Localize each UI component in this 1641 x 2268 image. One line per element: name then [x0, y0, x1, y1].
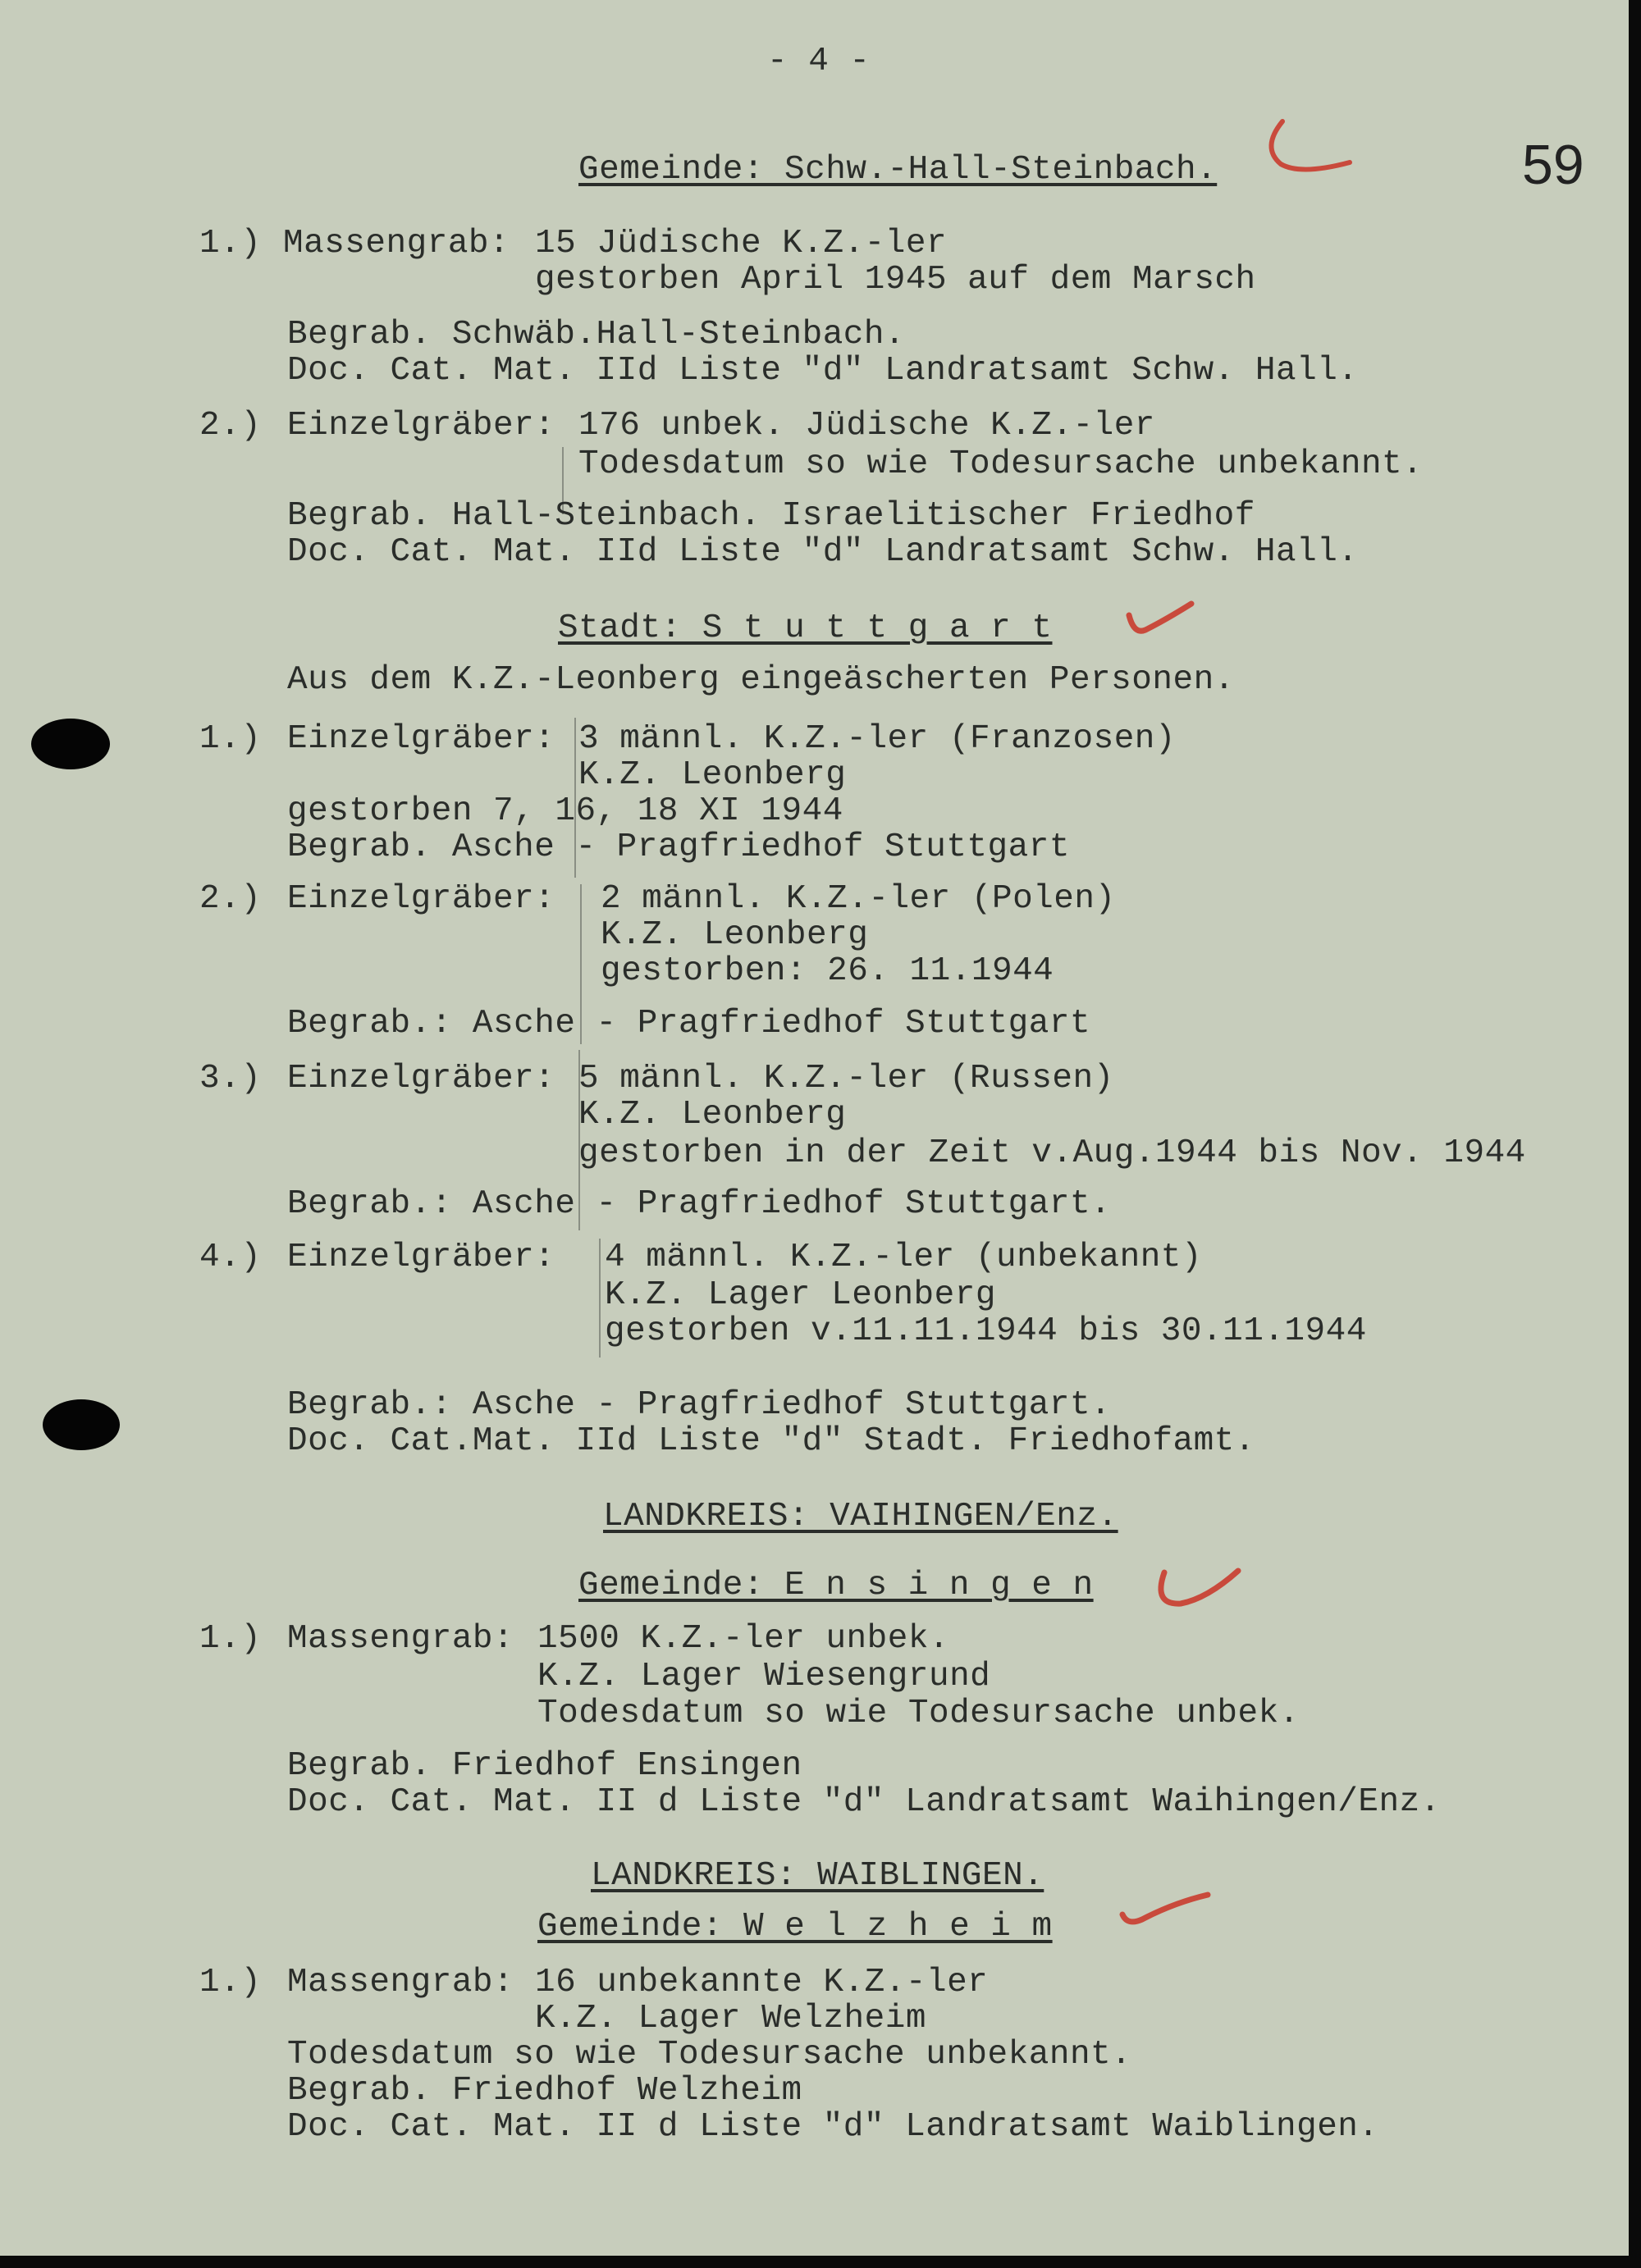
entry-line: 4 männl. K.Z.-ler (unbekannt) — [605, 1239, 1203, 1276]
entry-line: K.Z. Lager Leonberg — [605, 1276, 996, 1314]
entry-line: Todesdatum so wie Todesursache unbek. — [537, 1695, 1300, 1732]
landkreis-heading: LANDKREIS: WAIBLINGEN. — [591, 1857, 1044, 1895]
burial-line: Begrab. Asche - Pragfriedhof Stuttgart — [287, 828, 1070, 866]
entry-line: K.Z. Leonberg — [601, 916, 869, 954]
entry-line: gestorben in der Zeit v.Aug.1944 bis Nov. 1944 — [578, 1134, 1526, 1172]
entry-number: 1.) — [199, 1620, 262, 1658]
grave-type: Einzelgräber: — [287, 880, 555, 918]
document-reference: Doc. Cat. Mat. IId Liste "d" Landratsamt Schw. Hall. — [287, 352, 1359, 390]
burial-line: Begrab. Friedhof Welzheim — [287, 2072, 802, 2110]
entry-line: 2 männl. K.Z.-ler (Polen) — [601, 880, 1116, 918]
section-heading: Gemeinde: Schw.-Hall-Steinbach. — [578, 151, 1218, 189]
grave-type: Einzelgräber: — [287, 1239, 555, 1276]
check-mark-icon — [1153, 1561, 1243, 1615]
entry-number: 1.) — [199, 1964, 262, 2001]
document-reference: Doc. Cat. Mat. II d Liste "d" Landratsamt Waihingen/Enz. — [287, 1783, 1441, 1821]
burial-line: Begrab. Hall-Steinbach. Israelitischer Friedhof — [287, 497, 1255, 535]
grave-type: Massengrab: — [287, 1964, 514, 2001]
burial-line: Begrab.: Asche - Pragfriedhof Stuttgart. — [287, 1386, 1112, 1424]
grave-type: Einzelgräber: — [287, 407, 555, 445]
section-intro: Aus dem K.Z.-Leonberg eingeäscherten Personen. — [287, 661, 1235, 699]
entry-line: 5 männl. K.Z.-ler (Russen) — [578, 1060, 1114, 1097]
entry-line: K.Z. Leonberg — [578, 756, 847, 794]
grave-type: Einzelgräber: — [287, 720, 555, 758]
entry-line: gestorben April 1945 auf dem Marsch — [535, 261, 1256, 299]
entry-line: 15 Jüdische K.Z.-ler — [535, 225, 948, 262]
entry-line: gestorben: 26. 11.1944 — [601, 952, 1054, 990]
burial-line: Begrab.: Asche - Pragfriedhof Stuttgart — [287, 1005, 1091, 1043]
entry-number: 4.) — [199, 1239, 262, 1276]
archive-page-number: 59 — [1522, 134, 1584, 196]
document-reference: Doc. Cat.Mat. IId Liste "d" Stadt. Friedhofamt. — [287, 1422, 1255, 1460]
punch-hole — [31, 719, 110, 769]
burial-line: Begrab.: Asche - Pragfriedhof Stuttgart. — [287, 1185, 1112, 1223]
entry-number: 2.) — [199, 407, 262, 445]
check-mark-icon — [1124, 597, 1198, 646]
entry-number: 1.) — [199, 225, 262, 262]
entry-line: gestorben v.11.11.1944 bis 30.11.1944 — [605, 1312, 1367, 1350]
document-reference: Doc. Cat. Mat. IId Liste "d" Landratsamt Schw. Hall. — [287, 533, 1359, 571]
check-mark-icon — [1259, 115, 1358, 180]
page-header: - 4 - — [767, 43, 871, 80]
check-mark-icon — [1116, 1887, 1214, 1936]
entry-line: K.Z. Lager Welzheim — [535, 2000, 926, 2038]
entry-line: 3 männl. K.Z.-ler (Franzosen) — [578, 720, 1177, 758]
entry-number: 1.) — [199, 720, 262, 758]
entry-line: 1500 K.Z.-ler unbek. — [537, 1620, 950, 1658]
entry-line: 16 unbekannte K.Z.-ler — [535, 1964, 989, 2001]
document-reference: Doc. Cat. Mat. II d Liste "d" Landratsamt Waiblingen. — [287, 2108, 1379, 2146]
entry-line: 176 unbek. Jüdische K.Z.-ler — [578, 407, 1155, 445]
entry-number: 3.) — [199, 1060, 262, 1097]
entry-line: gestorben 7, 16, 18 XI 1944 — [287, 792, 843, 830]
section-heading: Stadt: S t u t t g a r t — [558, 609, 1053, 647]
grave-type: Massengrab: — [287, 1620, 514, 1658]
entry-line: K.Z. Leonberg — [578, 1096, 847, 1134]
section-heading: Gemeinde: E n s i n g e n — [578, 1567, 1094, 1604]
entry-line: Todesdatum so wie Todesursache unbekannt. — [287, 2036, 1132, 2074]
burial-line: Begrab. Schwäb.Hall-Steinbach. — [287, 316, 906, 354]
column-divider — [599, 1239, 601, 1358]
landkreis-heading: LANDKREIS: VAIHINGEN/Enz. — [603, 1498, 1118, 1536]
entry-line: K.Z. Lager Wiesengrund — [537, 1658, 991, 1695]
entry-line: Todesdatum so wie Todesursache unbekannt. — [578, 445, 1424, 483]
entry-number: 2.) — [199, 880, 262, 918]
section-heading: Gemeinde: W e l z h e i m — [537, 1908, 1053, 1946]
grave-type: Massengrab: — [283, 225, 510, 262]
burial-line: Begrab. Friedhof Ensingen — [287, 1747, 802, 1785]
punch-hole — [43, 1399, 120, 1450]
grave-type: Einzelgräber: — [287, 1060, 555, 1097]
